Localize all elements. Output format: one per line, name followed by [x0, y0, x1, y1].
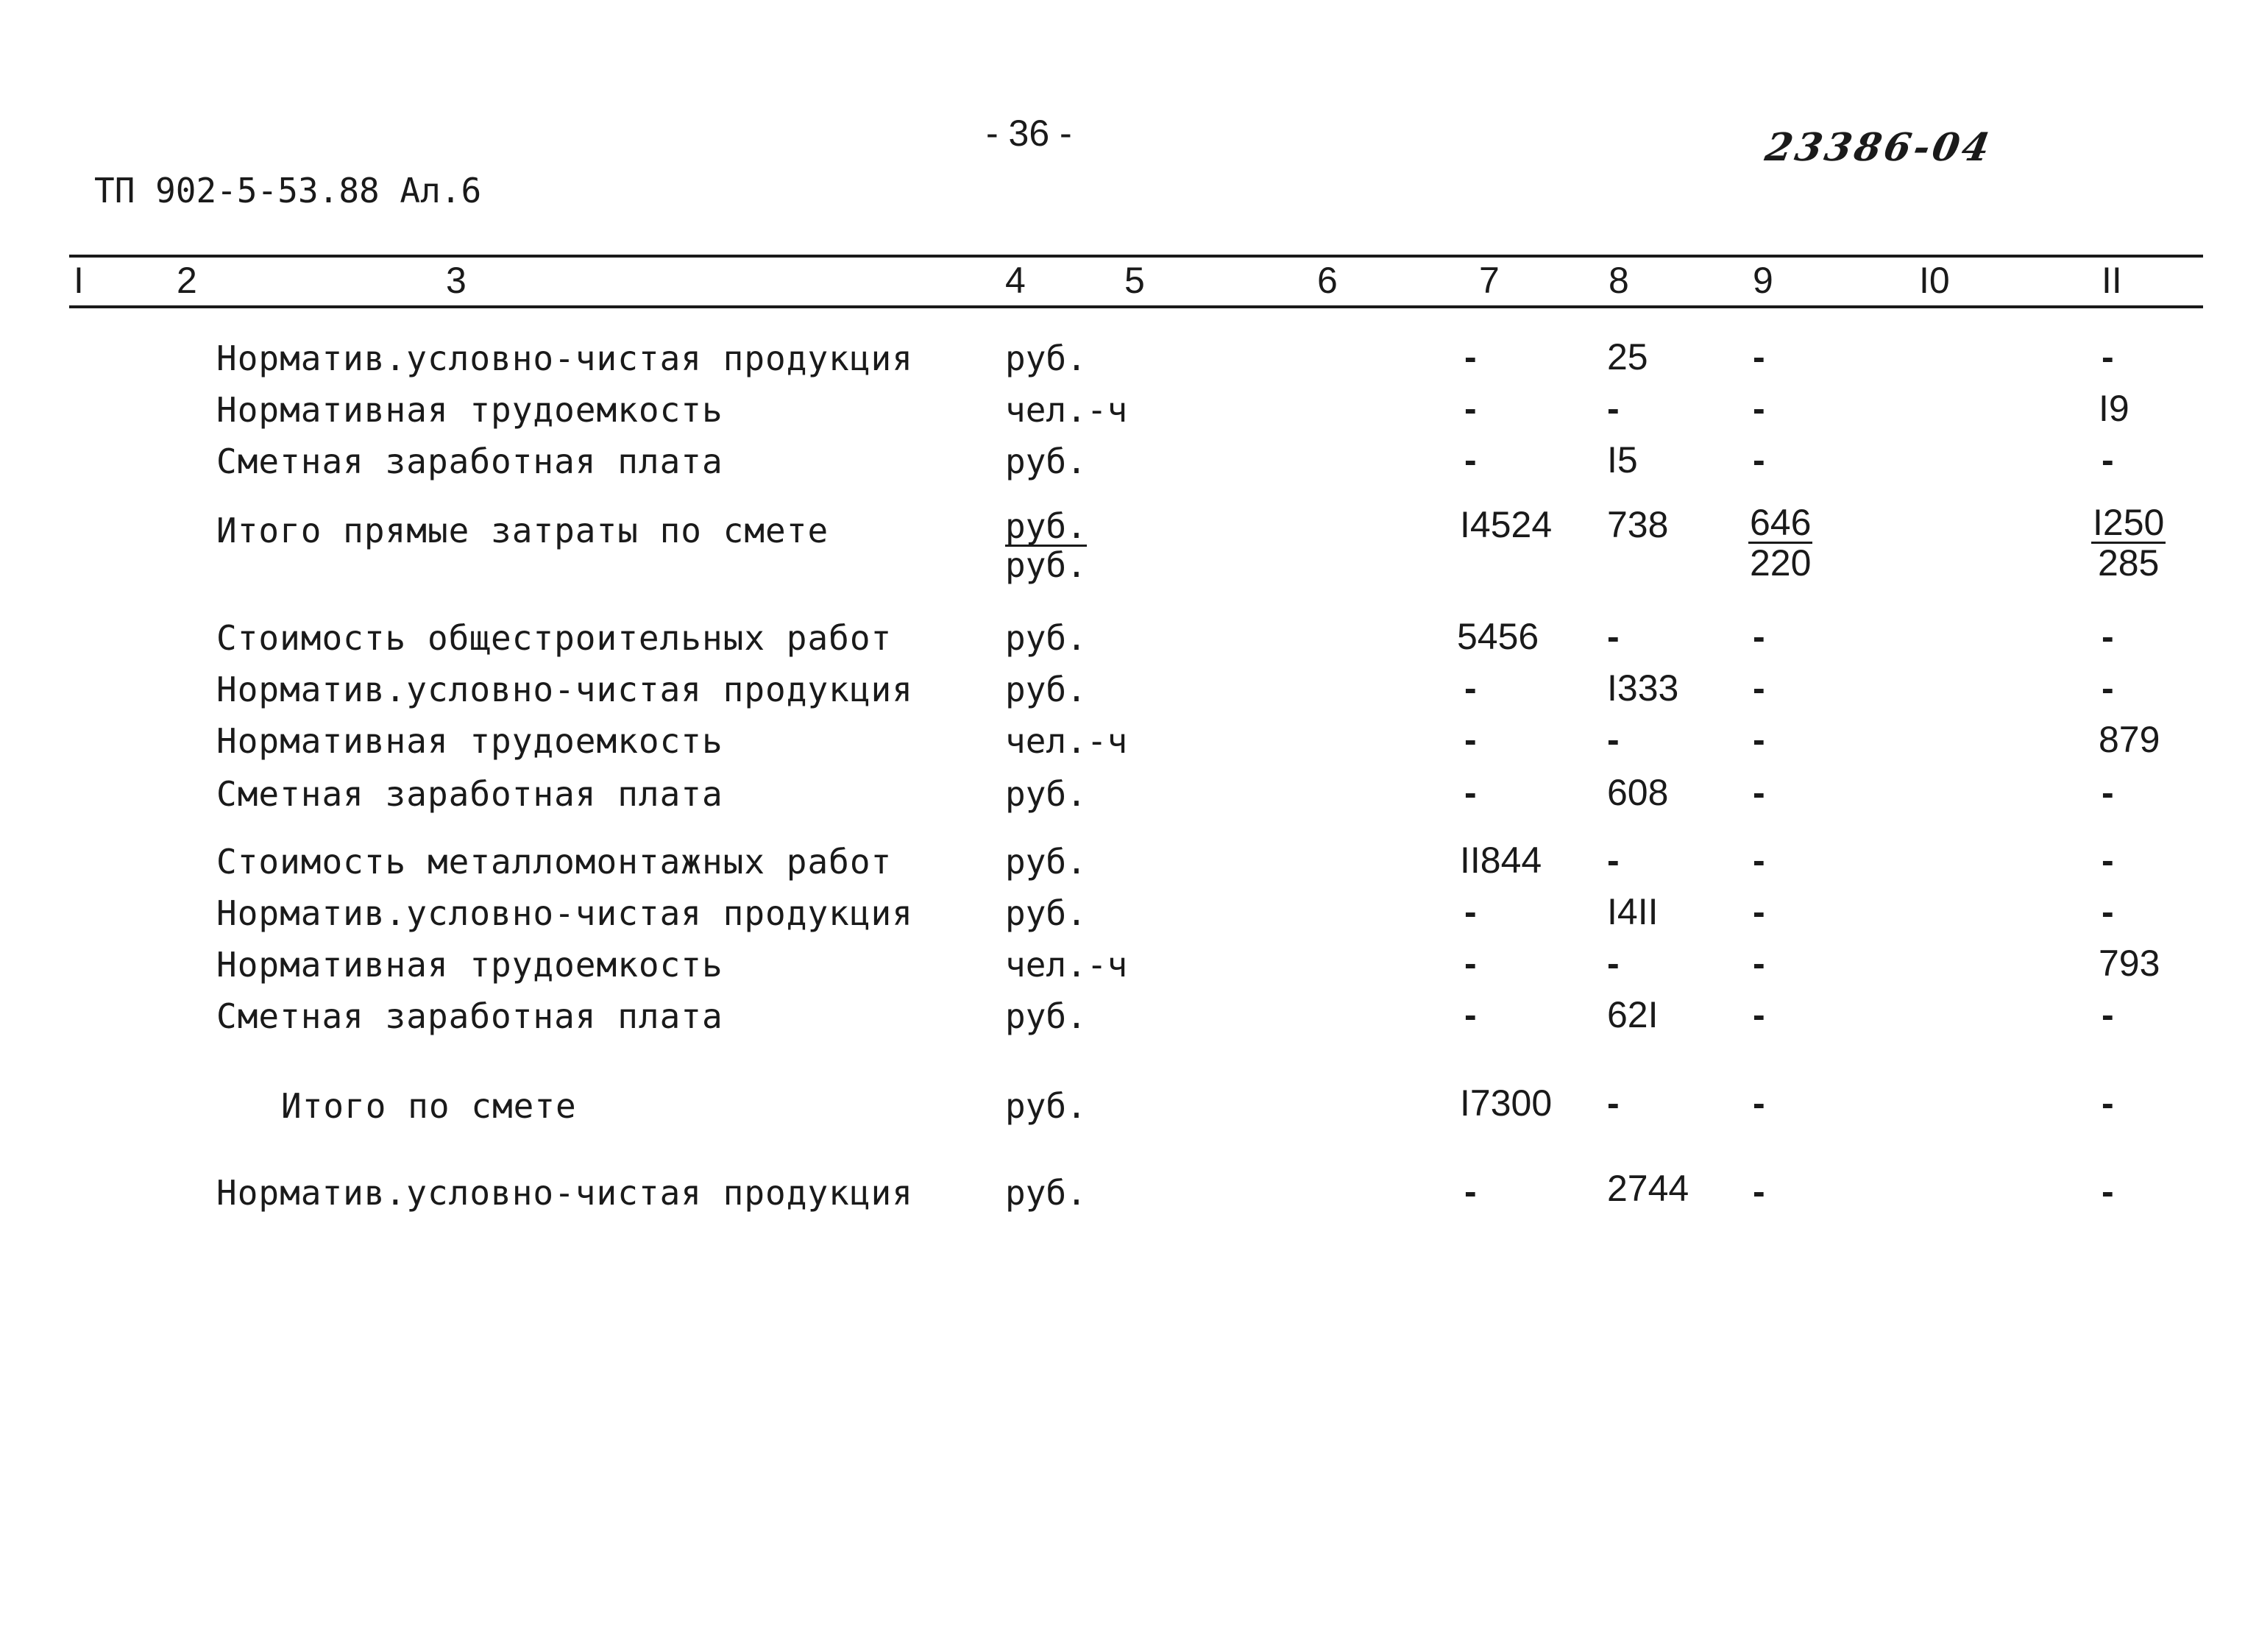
cell-col11: -	[2102, 667, 2114, 709]
row-unit: чел.-ч	[1005, 390, 1128, 430]
document-code: ТП 902-5-53.88 Ал.6	[94, 171, 482, 210]
row-label: Норматив.условно-чистая продукция	[216, 893, 913, 933]
cell-col8: 62I	[1607, 994, 1659, 1035]
cell-col11: -	[2102, 840, 2114, 881]
row-unit: руб.	[1005, 774, 1087, 814]
row-label: Нормативная трудоемкость	[216, 945, 723, 985]
column-number-1: I	[74, 260, 84, 301]
cell-col8: 608	[1607, 772, 1669, 813]
row-unit: руб.	[1005, 842, 1087, 882]
cell-col11: -	[2102, 1171, 2114, 1212]
cell-col8: -	[1607, 616, 1620, 657]
column-number-4: 4	[1005, 260, 1026, 301]
fraction-denominator: 285	[2097, 542, 2160, 584]
cell-col7: -	[1464, 943, 1477, 984]
cell-col11: 879	[2099, 719, 2160, 760]
table-header-rule	[69, 305, 2203, 308]
cell-col7: -	[1464, 994, 1477, 1035]
cell-col9: -	[1753, 439, 1765, 481]
row-label: Сметная заработная плата	[216, 442, 723, 481]
cell-col8: I4II	[1607, 891, 1659, 932]
column-number-8: 8	[1609, 260, 1629, 301]
row-unit: чел.-ч	[1005, 721, 1128, 761]
row-unit: руб.	[1005, 893, 1087, 933]
cell-col11: -	[2102, 772, 2114, 813]
cell-col11: -	[2102, 336, 2114, 377]
cell-col7: -	[1464, 388, 1477, 429]
cell-col7: -	[1464, 336, 1477, 377]
cell-col7: -	[1464, 772, 1477, 813]
row-label: Сметная заработная плата	[216, 774, 723, 814]
row-label: Итого прямые затраты по смете	[216, 511, 829, 550]
cell-col11: -	[2102, 439, 2114, 481]
cell-col7: -	[1464, 1171, 1477, 1212]
row-label: Нормативная трудоемкость	[216, 390, 723, 430]
cell-col9: -	[1753, 667, 1765, 709]
cell-col9: -	[1753, 719, 1765, 760]
column-number-6: 6	[1317, 260, 1338, 301]
row-label: Сметная заработная плата	[216, 996, 723, 1036]
column-number-9: 9	[1753, 260, 1773, 301]
cell-col11: 793	[2099, 943, 2160, 984]
unit-fraction-top: руб.	[1005, 506, 1087, 546]
cell-col7: -	[1464, 891, 1477, 932]
cell-col9: -	[1753, 616, 1765, 657]
cell-col9: -	[1753, 891, 1765, 932]
cell-col9: -	[1753, 994, 1765, 1035]
cell-col8: 738	[1607, 504, 1669, 545]
cell-col8: I5	[1607, 439, 1638, 481]
cell-col9-fraction	[1748, 503, 1812, 582]
table-top-rule	[69, 255, 2203, 258]
cell-col8: -	[1607, 388, 1620, 429]
handwritten-inventory-number: 23386-04	[1762, 125, 1996, 170]
cell-col9: -	[1753, 1171, 1765, 1212]
total-row-label: Итого по смете	[281, 1086, 577, 1126]
row-unit: чел.-ч	[1005, 945, 1128, 985]
cell-col9: -	[1753, 772, 1765, 813]
row-unit: руб.	[1005, 670, 1087, 709]
cell-col8: -	[1607, 840, 1620, 881]
cell-col8: I333	[1607, 667, 1679, 709]
cell-col11: -	[2102, 1082, 2114, 1124]
row-unit: руб.	[1005, 1173, 1087, 1213]
cell-col7: II844	[1460, 840, 1542, 881]
cell-col8: -	[1607, 1082, 1620, 1124]
row-label: Норматив.условно-чистая продукция	[216, 338, 913, 378]
page-number: - 36 -	[986, 113, 1072, 154]
row-unit: руб.	[1005, 618, 1087, 658]
cell-col7: -	[1464, 719, 1477, 760]
cell-col8: 25	[1607, 336, 1648, 377]
row-unit: руб.	[1005, 338, 1087, 378]
fraction-numerator: I250	[2093, 502, 2165, 543]
row-label: Стоимость металломонтажных работ	[216, 842, 893, 882]
cell-col8: -	[1607, 943, 1620, 984]
cell-col9: -	[1753, 1082, 1765, 1124]
cell-col7: -	[1464, 667, 1477, 709]
unit-fraction	[1005, 508, 1087, 584]
cell-col9: -	[1753, 336, 1765, 377]
row-unit: руб.	[1005, 442, 1087, 481]
cell-col9: -	[1753, 388, 1765, 429]
cell-col11: I9	[2099, 388, 2129, 429]
row-label: Норматив.условно-чистая продукция	[216, 1173, 913, 1213]
cell-col7: -	[1464, 439, 1477, 481]
column-number-10: I0	[1919, 260, 1950, 301]
row-unit: руб.	[1005, 996, 1087, 1036]
cell-col7: 5456	[1457, 616, 1539, 657]
row-unit: руб.	[1005, 1086, 1087, 1126]
cell-col8: 2744	[1607, 1168, 1689, 1209]
column-number-7: 7	[1479, 260, 1500, 301]
cell-col7: I7300	[1460, 1082, 1553, 1124]
fraction-denominator: 220	[1750, 542, 1812, 584]
column-number-3: 3	[446, 260, 467, 301]
cell-col8: -	[1607, 719, 1620, 760]
column-number-5: 5	[1124, 260, 1145, 301]
row-label: Нормативная трудоемкость	[216, 721, 723, 761]
fraction-numerator: 646	[1750, 502, 1812, 543]
row-label: Норматив.условно-чистая продукция	[216, 670, 913, 709]
cell-col9: -	[1753, 943, 1765, 984]
cell-col11: -	[2102, 994, 2114, 1035]
unit-fraction-bottom: руб.	[1005, 545, 1087, 585]
column-number-2: 2	[177, 260, 197, 301]
cell-col7: I4524	[1460, 504, 1553, 545]
cell-col11: -	[2102, 616, 2114, 657]
cell-col9: -	[1753, 840, 1765, 881]
cell-col11: -	[2102, 891, 2114, 932]
column-number-11: II	[2102, 260, 2122, 301]
row-label: Стоимость общестроительных работ	[216, 618, 893, 658]
cell-col11-fraction	[2091, 503, 2166, 582]
